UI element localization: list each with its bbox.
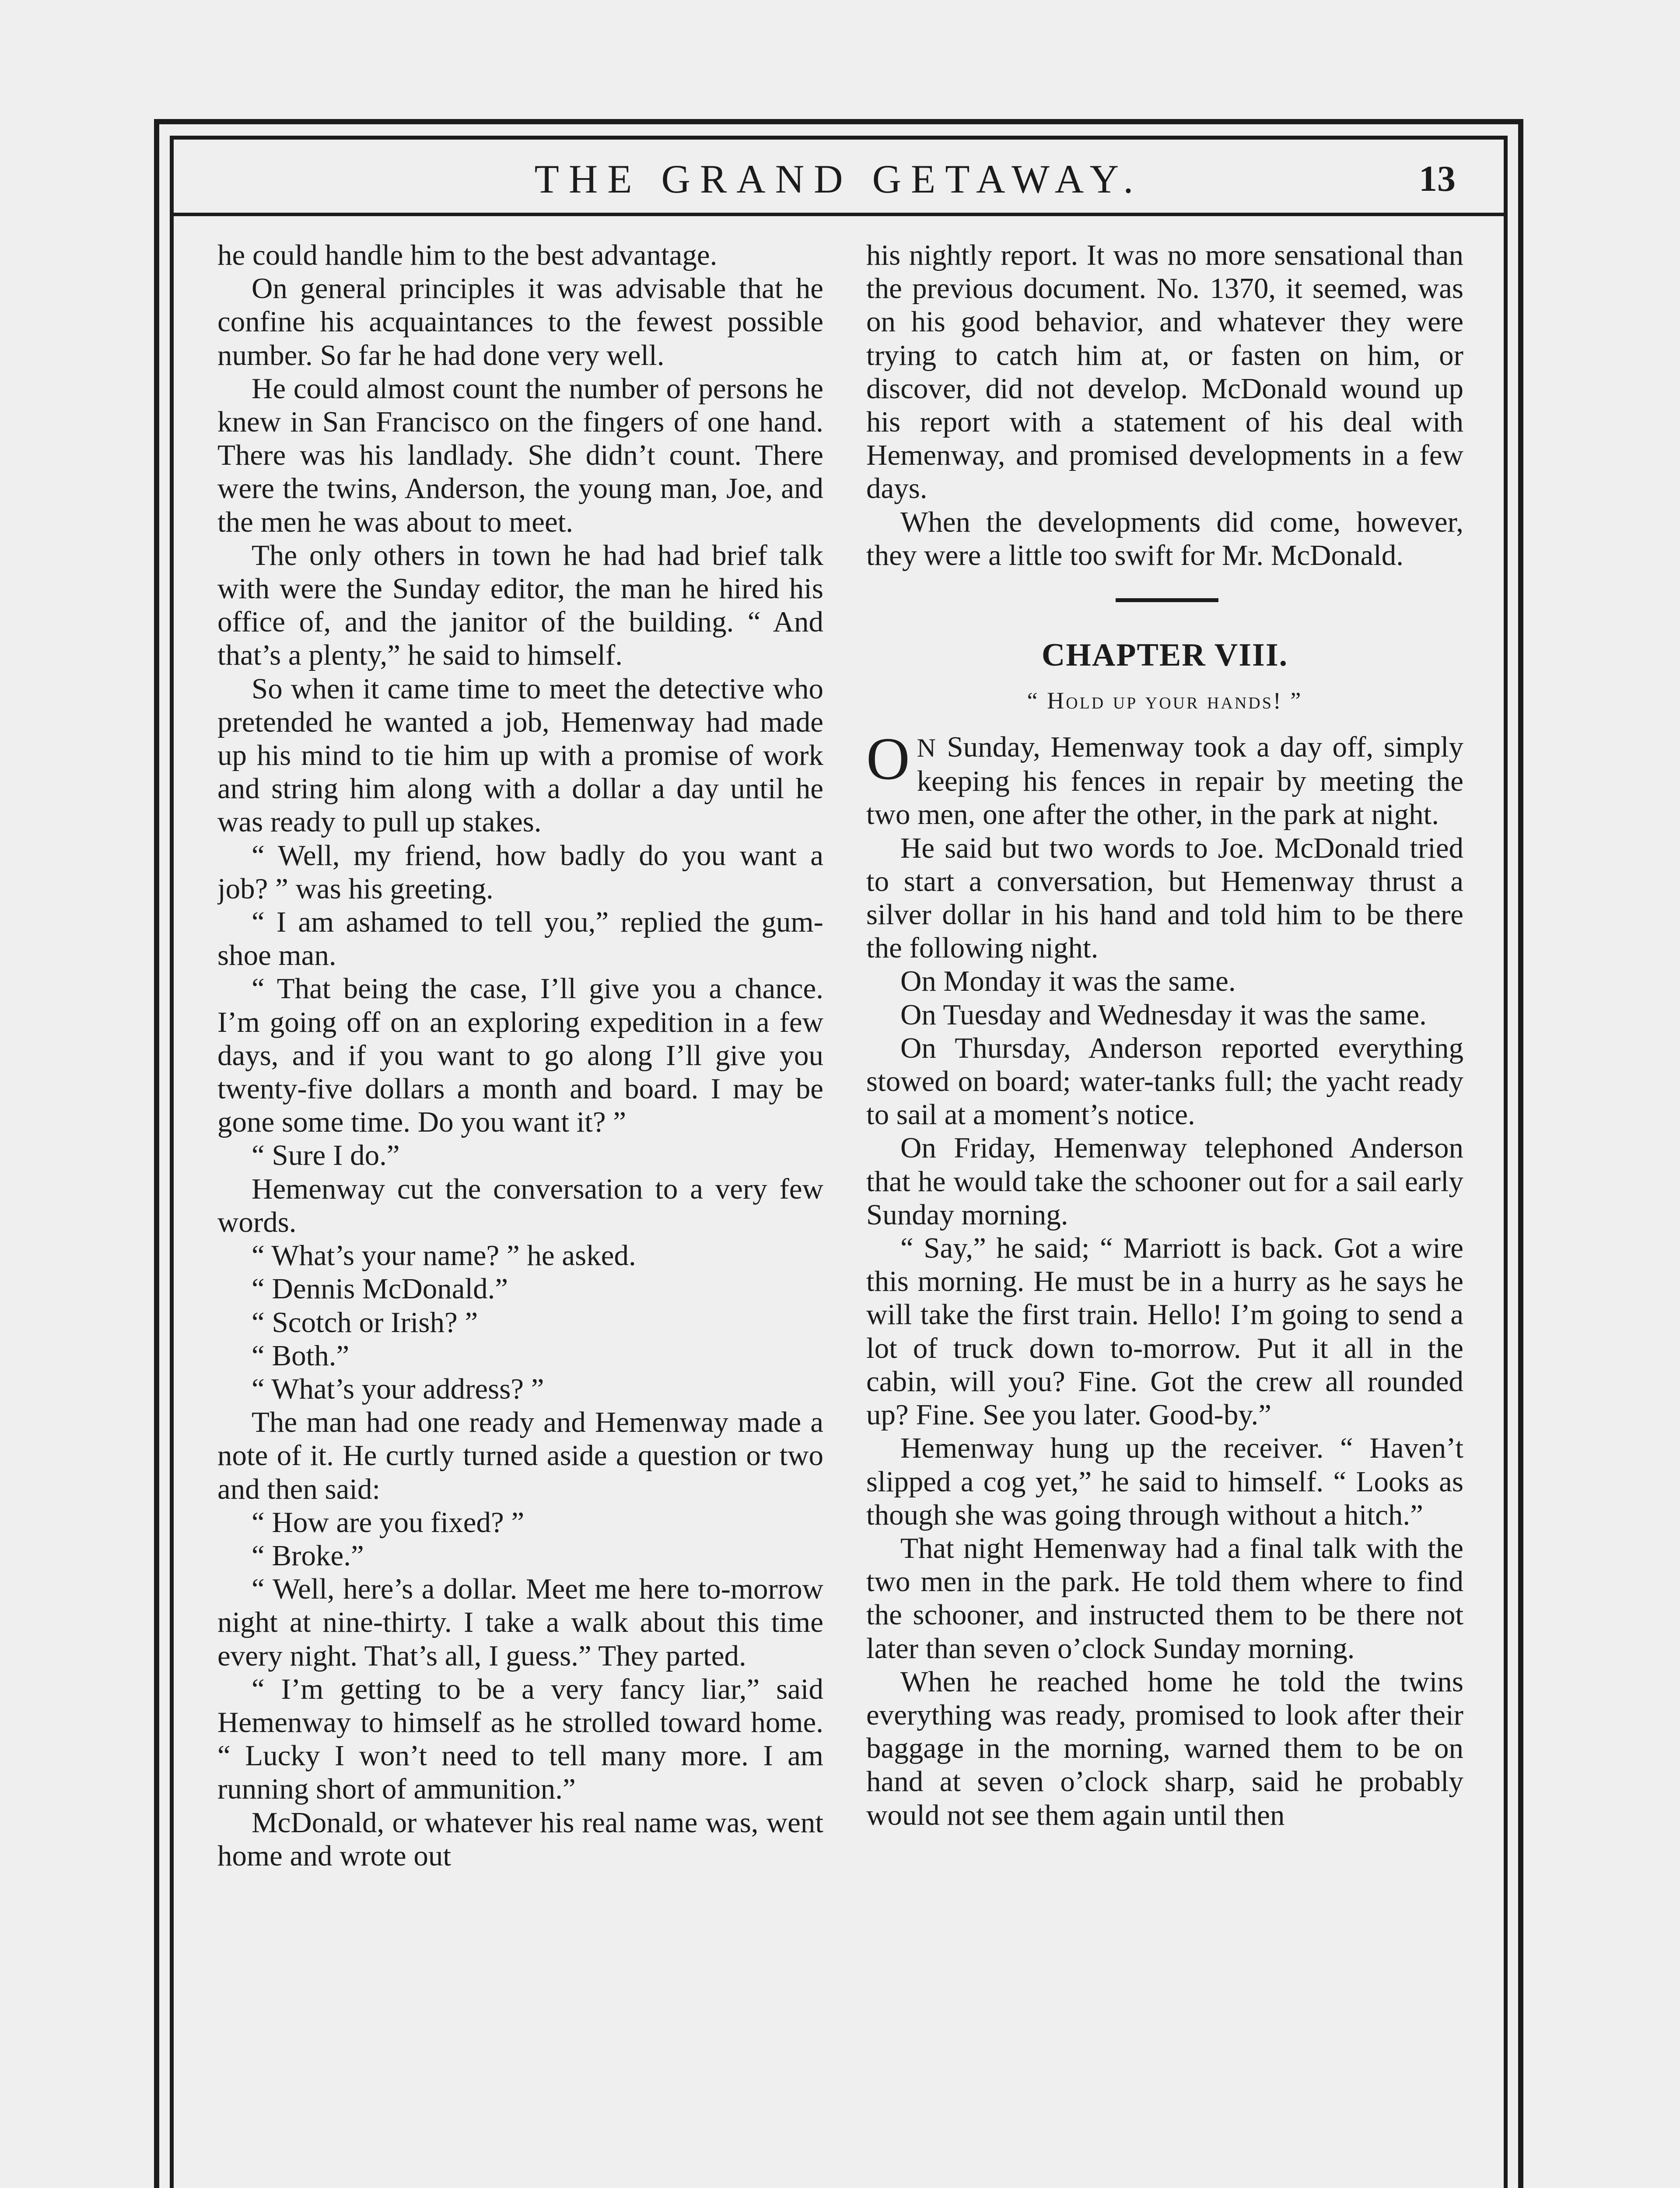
paragraph: Hemenway hung up the receiver. “ Haven’t slipped a cog yet,” he said to himself. “ Looks as though she was going through without a hitch.” (866, 1432, 1463, 1531)
paragraph: On Monday it was the same. (900, 965, 1236, 998)
paragraph: “ What’s your address? ” (252, 1372, 544, 1405)
paragraph: The man had one ready and Hemenway made a note of it. He curtly turned aside a question or two and then said: (217, 1406, 823, 1505)
paragraph: he could handle him to the best advantage. (217, 239, 718, 271)
paragraph: So when it came time to meet the detective who pretended he wanted a job, Hemenway had made up his mind to tie him up with a promise of work and string him along with a dollar a day until he was ready to pull up stakes. (217, 672, 823, 838)
paragraph: “ How are you fixed? ” (252, 1506, 525, 1539)
page-number: 13 (1419, 158, 1456, 199)
section-divider (866, 572, 1463, 638)
paragraph: “ I am ashamed to tell you,” replied the gum-shoe man. (217, 906, 823, 972)
paragraph: When he reached home he told the twins everything was ready, promised to look after their baggage in the morning, warned them to be on hand at seven o’clock sharp, said he probably would not see them again until then (866, 1665, 1463, 1831)
paragraph: “ Dennis McDonald.” (252, 1273, 508, 1305)
left-column (217, 238, 823, 2188)
paragraph: The only others in town he had had brief talk with were the Sunday editor, the man he hired his office of, and the janitor of the building. “ And that’s a plenty,” he said to himself. (217, 539, 823, 672)
opening-text: Sunday, Hemenway took a day off, simply keeping his fences in repair by meeting the two men, one after the other, in the park at night. (866, 731, 1463, 831)
paragraph: Hemenway cut the conversation to a very few words. (217, 1172, 823, 1238)
paragraph: “ I’m getting to be a very fancy liar,” said Hemenway to himself as he strolled toward home. “ Lucky I won’t need to tell many more. I am running short of ammunition.” (217, 1673, 823, 1806)
paragraph: He could almost count the number of persons he knew in San Francisco on the fingers of one hand. There was his landlady. She didn’t count. There were the twins, Anderson, the young man, Joe, and the men he was about to meet. (217, 372, 823, 538)
paragraph: On Tuesday and Wednesday it was the same. (900, 998, 1427, 1031)
paragraph: his nightly report. It was no more sensational than the previous document. No. 1370, it seemed, was on his good behavior, and whatever they were trying to catch him at, or fasten on him, or discover, did not develop. McDonald wound up his report with a statement of his deal with Hemenway, and promised developments in a few days. (866, 239, 1463, 505)
paragraph: “ That being the case, I’ll give you a chance. I’m going off on an exploring expedition in a few days, and if you want to go along I’ll give you twenty-five dollars a month and board. I may be gone some time. Do you want it? ” (217, 972, 823, 1139)
paragraph: On general principles it was advisable that he confine his acquaintances to the fewest possible number. So far he had done very well. (217, 272, 823, 372)
paragraph: “ Broke.” (252, 1539, 364, 1572)
paragraph: On Thursday, Anderson reported everything stowed on board; water-tanks full; the yacht ready to sail at a moment’s notice. (866, 1031, 1463, 1131)
paragraph: That night Hemenway had a final talk with the two men in the park. He told them where to find the schooner, and instructed them to be there not later than seven o’clock Sunday morning. (866, 1532, 1463, 1665)
chapter-subheading: “ Hold up your hands! ” (1027, 687, 1303, 714)
paragraph: McDonald, or whatever his real name was, went home and wrote out (217, 1806, 823, 1872)
right-column (866, 238, 1463, 2188)
running-header (174, 140, 1504, 216)
paragraph: On Friday, Hemenway telephoned Anderson that he would take the schooner out for a sail early Sunday morning. (866, 1132, 1463, 1231)
chapter-heading: CHAPTER VIII. (1041, 637, 1288, 673)
drop-cap: O (866, 725, 910, 792)
paragraph: “ Well, my friend, how badly do you want a job? ” was his greeting. (217, 839, 823, 905)
paragraph: “ Well, here’s a dollar. Meet me here to-morrow night at nine-thirty. I take a walk about this time every night. That’s all, I guess.” They parted. (217, 1573, 823, 1672)
paragraph: “ What’s your name? ” he asked. (252, 1239, 636, 1272)
paragraph: When the developments did come, however, they were a little too swift for Mr. McDonald. (866, 505, 1463, 572)
paragraph: “ Scotch or Irish? ” (252, 1306, 478, 1339)
paragraph: “ Both.” (252, 1339, 350, 1372)
paragraph: He said but two words to Joe. McDonald tried to start a conversation, but Hemenway thrust a silver dollar in his hand and told him to be there the following night. (866, 831, 1463, 964)
paragraph: “ Sure I do.” (252, 1139, 400, 1172)
divider-rule (1116, 598, 1218, 602)
running-title: THE GRAND GETAWAY. (534, 157, 1143, 201)
opening-small-caps: N (917, 733, 937, 763)
chapter-opening-paragraph (866, 725, 1463, 831)
paragraph: “ Say,” he said; “ Marriott is back. Got a wire this morning. He must be in a hurry as he says he will take the first train. Hello! I’m going to send a lot of truck down to-morrow. Put it all in the cabin, will you? Fine. Got the crew all rounded up? Fine. See you later. Good-by.” (866, 1232, 1463, 1431)
